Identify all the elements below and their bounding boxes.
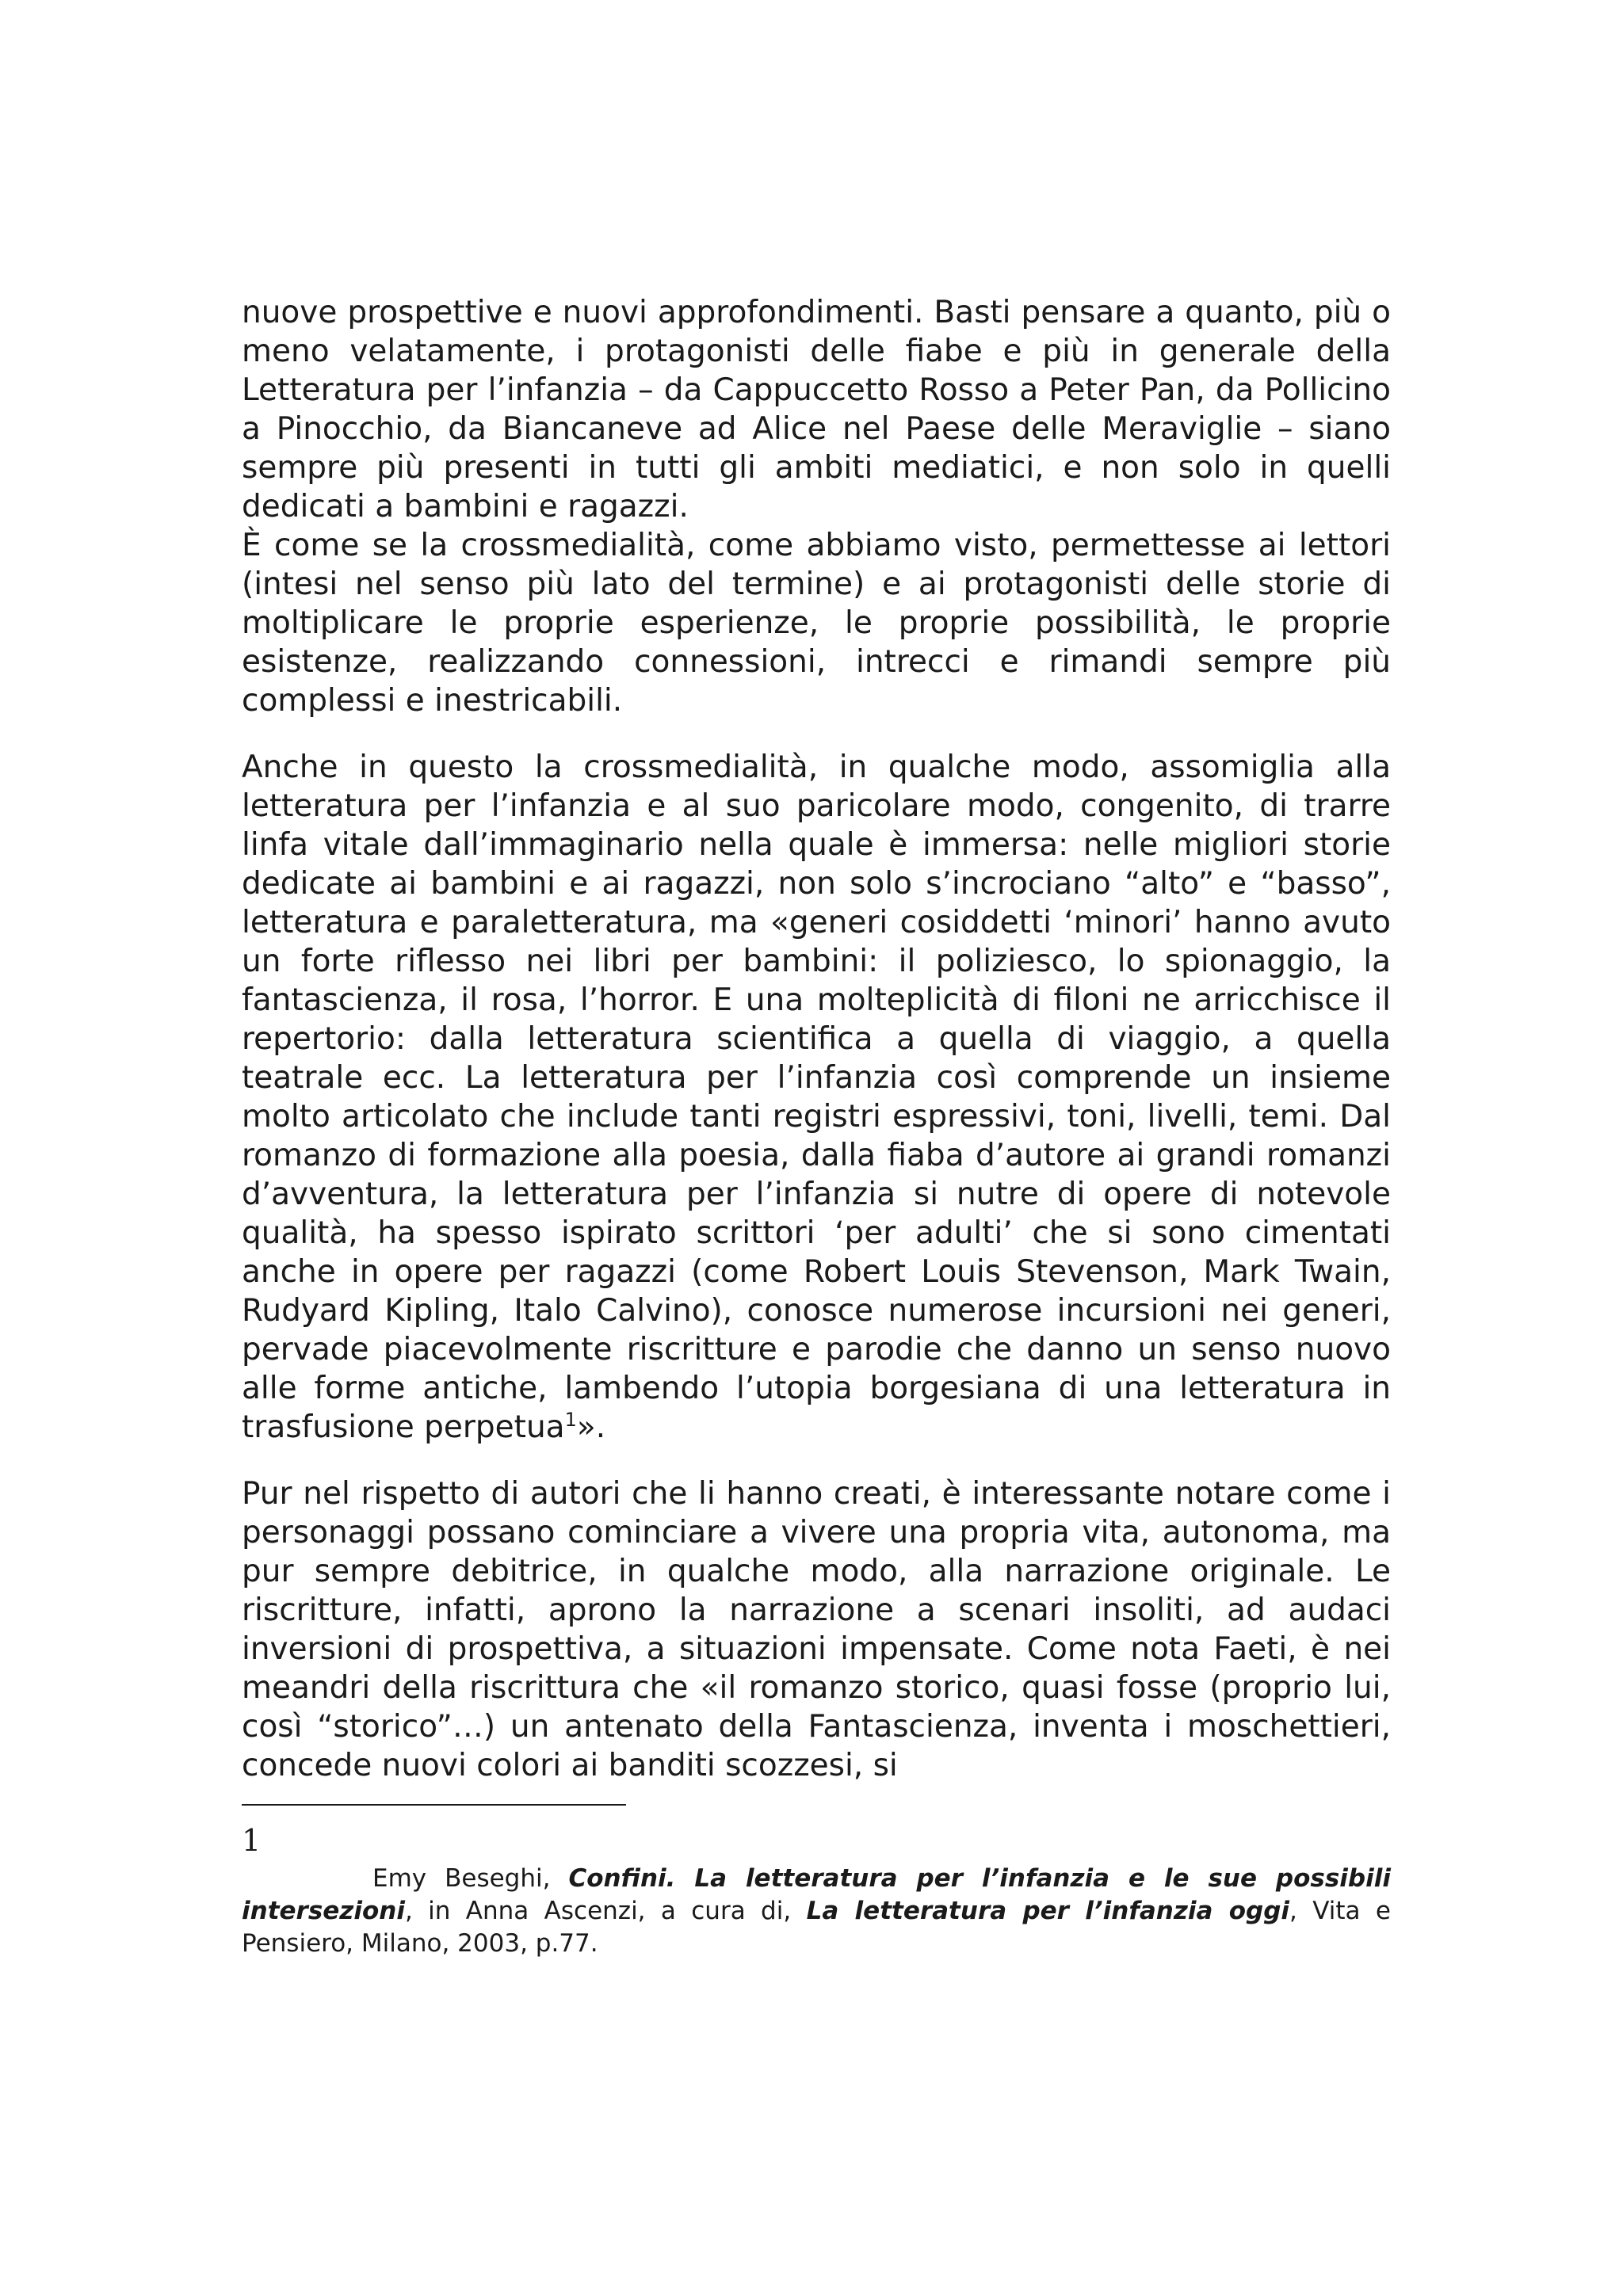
paragraph-2 — [242, 748, 1391, 1447]
paragraph-3-text: Pur nel rispetto di autori che li hanno creati, è interessante notare come i personaggi possano cominciare a vivere una propria vita, autonoma, ma pur sempre debitrice, in qualche modo, alla narrazione originale. Le riscritture, infatti, aprono la narrazione a scenari insoliti, ad audaci inversioni di prospettiva, a situazioni impensate. Come nota Faeti, è nei meandri della riscrittura che «il romanzo storico, quasi fosse (proprio lui, così “storico”…) un antenato della Fantascienza, inventa i moschettieri, concede nuovi colori ai banditi scozzesi, si — [242, 1476, 1391, 1783]
footnote-mid: , in Anna Ascenzi, a cura di, — [404, 1897, 807, 1925]
paragraph-3 — [242, 1474, 1391, 1785]
footnote-number: 1 — [242, 1823, 262, 1858]
document-page — [242, 293, 1391, 1985]
footnote-reference[interactable]: 1 — [564, 1409, 577, 1431]
footnote-tail: , Vita e Pensiero, Milano, 2003, p.77. — [242, 1897, 1391, 1958]
paragraph-1 — [242, 293, 1391, 720]
paragraph-1-line-2: È come se la crossmedialità, come abbiamo visto, permettesse ai lettori (intesi nel senso più lato del termine) e ai protagonisti delle storie di moltiplicare le proprie esperienze, le proprie possibilità, le proprie esistenze, realizzando connessioni, intrecci e rimandi sempre più complessi e inestricabili. — [242, 528, 1391, 719]
footnote-title-1: Confini. La letteratura per l’infanzia e le sue possibili intersezioni — [242, 1864, 1391, 1925]
footnote-text — [242, 1863, 1391, 1960]
paragraph-2-closing: ». — [576, 1409, 606, 1445]
footnote-author: Emy Beseghi, — [372, 1864, 569, 1893]
footnote-separator — [242, 1804, 626, 1806]
paragraph-2-text: Anche in questo la crossmedialità, in qualche modo, assomiglia alla letteratura per l’infanzia e al suo paricolare modo, congenito, di trarre linfa vitale dall’immaginario nella quale è immersa: nelle migliori storie dedicate ai bambini e ai ragazzi, non solo s’incrociano “alto” e “basso”, letteratura e paraletteratura, ma «generi cosiddetti ‘minori’ hanno avuto un forte riflesso nei libri per bambini: il poliziesco, lo spionaggio, la fantascienza, il rosa, l’horror. E una molteplicità di filoni ne arricchisce il repertorio: dalla letteratura scientifica a quella di viaggio, a quella teatrale ecc. La letteratura per l’infanzia così comprende un insieme molto articolato che include tanti registri espressivi, toni, livelli, temi. Dal romanzo di formazione alla poesia, dalla fiaba d’autore ai grandi romanzi d’avventura, la letteratura per l’infanzia si nutre di opere di notevole qualità, ha spesso ispirato scrittori ‘per adulti’ che si sono cimentati anche in opere per ragazzi (come Robert Louis Stevenson, Mark Twain, Rudyard Kipling, Italo Calvino), conosce numerose incursioni nei generi, pervade piacevolmente riscritture e parodie che danno un senso nuovo alle forme antiche, lambendo l’utopia borgesiana di una letteratura in trasfusione perpetua — [242, 749, 1391, 1445]
footnote-title-2: La letteratura per l’infanzia oggi — [806, 1897, 1290, 1925]
paragraph-1-line-1: nuove prospettive e nuovi approfondimenti. Basti pensare a quanto, più o meno velatamente, i protagonisti delle fiabe e più in generale della Letteratura per l’infanzia – da Cappuccetto Rosso a Peter Pan, da Pollicino a Pinocchio, da Biancaneve ad Alice nel Paese delle Meraviglie – siano sempre più presenti in tutti gli ambiti mediatici, e non solo in quelli dedicati a bambini e ragazzi. — [242, 295, 1391, 524]
